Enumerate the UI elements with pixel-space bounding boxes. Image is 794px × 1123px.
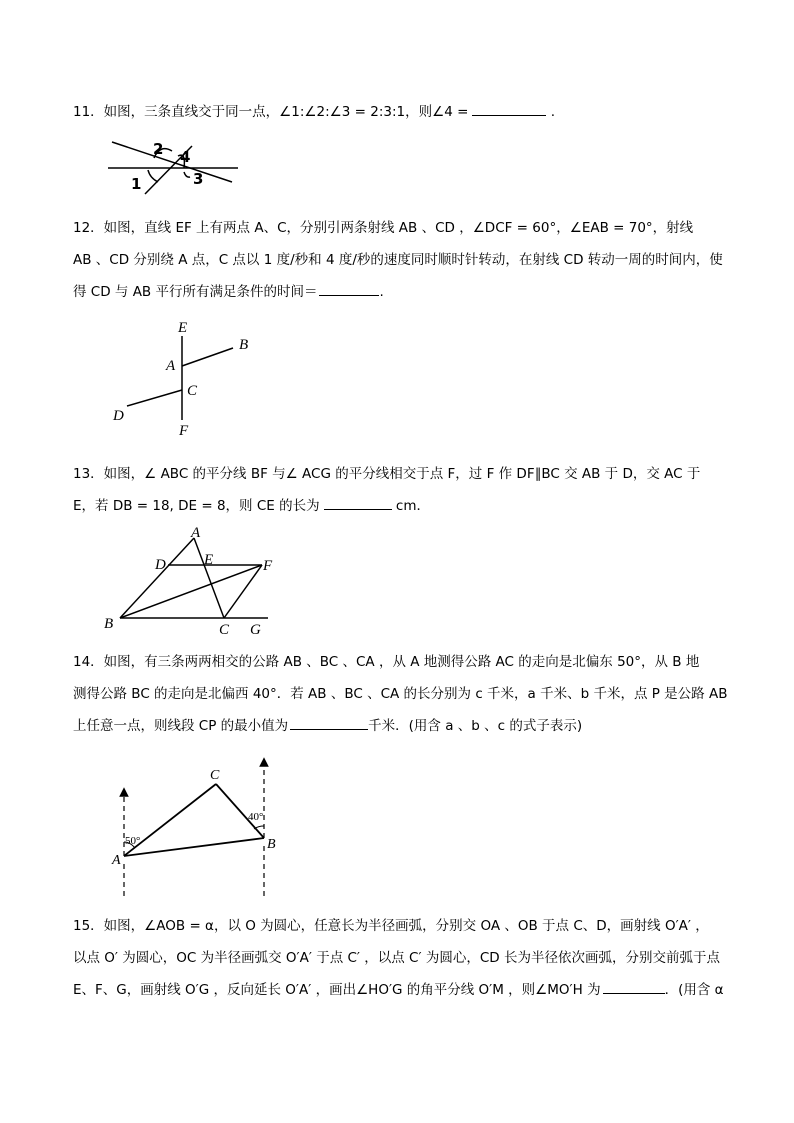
q14-line-3: 上任意一点，则线段 CP 的最小值为 xyxy=(73,718,289,734)
q13-line-AB xyxy=(120,538,194,618)
q11-label-1: 1 xyxy=(131,175,142,193)
q14-angle-arc-B xyxy=(254,826,264,829)
q11-diagonal-line-1 xyxy=(112,142,232,182)
q14-angle-40: 40° xyxy=(248,811,264,823)
q13-label-E: E xyxy=(204,552,214,568)
q12-figure xyxy=(105,318,265,440)
q15-line-1: 15．如图，∠AOB = α，以 O 为圆心，任意长为半径画弧，分别交 OA 、OB 于点 C、D，画射线 O′A′ ， xyxy=(73,918,709,934)
q12-label-D: D xyxy=(113,408,124,424)
q11-figure xyxy=(100,132,250,202)
q15-line-3: E、F、G，画射线 O′G ，反向延长 O′A′ ，画出∠HO′G 的角平分线 O′M ，则∠MO′H 为 xyxy=(73,982,601,998)
question-12 xyxy=(73,212,725,308)
q14-label-A: A xyxy=(112,853,121,868)
q13-answer-blank[interactable] xyxy=(324,495,392,510)
q11-text: 11．如图，三条直线交于同一点，∠1:∠2:∠3 = 2:3:1，则∠4 = xyxy=(73,104,469,120)
q13-label-D: D xyxy=(155,557,166,573)
q12-line-2: AB 、CD 分别绕 A 点，C 点以 1 度/秒和 4 度/秒的速度同时顺时针转动，在射线 CD 转动一周的时间内，使 xyxy=(73,252,723,268)
q13-line-2: E，若 DB = 18, DE = 8，则 CE 的长为 xyxy=(73,498,320,514)
q11-label-4: 4 xyxy=(180,148,191,166)
q12-line-3: 得 CD 与 AB 平行所有满足条件的时间＝ xyxy=(73,284,318,300)
q13-figure xyxy=(100,522,280,640)
q15-tail: ．(用含 α xyxy=(664,982,724,998)
q14-answer-blank[interactable] xyxy=(290,715,368,730)
q13-unit: cm． xyxy=(395,498,430,514)
q14-angle-50: 50° xyxy=(125,835,141,847)
question-11 xyxy=(73,96,725,128)
q12-label-F: F xyxy=(179,423,189,439)
q14-line-1: 14．如图，有三条两两相交的公路 AB 、BC 、CA ，从 A 地测得公路 AC 的走向是北偏东 50°，从 B 地 xyxy=(73,654,700,670)
question-15 xyxy=(73,910,725,1006)
q11-label-2: 2 xyxy=(153,140,164,158)
q12-label-E: E xyxy=(178,320,188,336)
q13-line-CF xyxy=(224,565,262,618)
q13-label-A: A xyxy=(191,525,201,541)
q12-ray-CD xyxy=(127,390,182,406)
q15-line-2: 以点 O′ 为圆心，OC 为半径画弧交 O′A′ 于点 C′ ，以点 C′ 为圆心，CD 长为半径依次画弧，分别交前弧于点 xyxy=(73,950,720,966)
q13-label-G: G xyxy=(250,622,261,638)
q13-line-AC xyxy=(194,538,224,618)
q13-line-1: 13．如图，∠ ABC 的平分线 BF 与∠ ACG 的平分线相交于点 F，过 F 作 DF∥BC 交 AB 于 D，交 AC 于 xyxy=(73,466,701,482)
question-14 xyxy=(73,646,728,742)
q13-label-F: F xyxy=(263,558,273,574)
q11-end: . xyxy=(550,104,555,120)
question-13 xyxy=(73,458,725,522)
q14-tail: 千米．(用含 a 、b 、c 的式子表示) xyxy=(368,718,583,734)
q12-ray-AB xyxy=(182,348,233,366)
q15-answer-blank[interactable] xyxy=(603,979,665,994)
q11-label-3: 3 xyxy=(193,170,204,188)
q11-arc-3 xyxy=(184,172,190,177)
q12-label-C: C xyxy=(187,383,198,399)
q11-arc-1 xyxy=(148,170,158,182)
q12-label-A: A xyxy=(166,358,176,374)
q11-answer-blank[interactable] xyxy=(472,101,546,116)
q12-answer-blank[interactable] xyxy=(319,281,379,296)
q13-line-BF xyxy=(120,565,262,618)
q12-label-B: B xyxy=(239,337,249,353)
q12-line-1: 12．如图，直线 EF 上有两点 A、C，分别引两条射线 AB 、CD ，∠DCF = 60°，∠EAB = 70°，射线 xyxy=(73,220,694,236)
q13-label-C: C xyxy=(219,622,230,638)
q14-figure xyxy=(108,756,288,906)
q14-label-B: B xyxy=(267,837,276,852)
q12-end: . xyxy=(379,284,384,300)
q14-label-C: C xyxy=(210,768,220,783)
q13-label-B: B xyxy=(104,616,114,632)
q14-line-2: 测得公路 BC 的走向是北偏西 40°．若 AB 、BC 、CA 的长分别为 c 千米，a 千米、b 千米，点 P 是公路 AB xyxy=(73,686,728,702)
